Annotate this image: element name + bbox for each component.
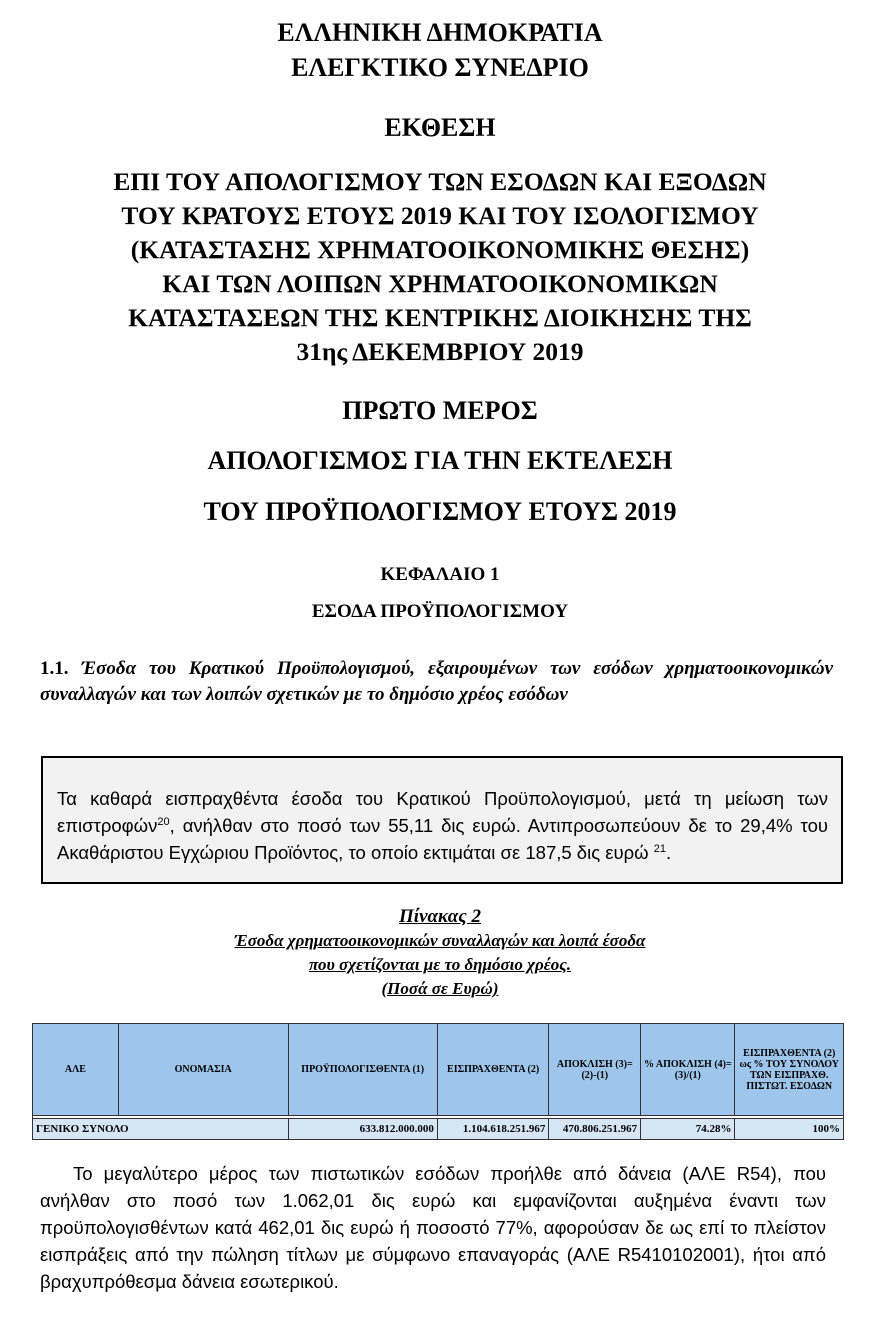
table-caption-line xyxy=(0,955,880,975)
table-caption-line xyxy=(0,931,880,951)
table-caption-units xyxy=(0,979,880,999)
report-title xyxy=(0,165,880,369)
caption-text: (Ποσά σε Ευρώ) xyxy=(381,979,499,998)
header-court: ΕΛΕΓΚΤΙΚΟ ΣΥΝΕΔΡΙΟ xyxy=(291,53,589,82)
table-number-text: Πίνακας 2 xyxy=(399,906,481,927)
col-header: ΠΡΟΫΠΟΛΟΓΙΣΘΕΝΤΑ (1) xyxy=(288,1024,437,1116)
table-row xyxy=(33,1119,844,1140)
col-header: ΕΙΣΠΡΑΧΘΕΝΤΑ (2) xyxy=(437,1024,549,1116)
summary-text: Τα καθαρά εισπραχθέντα έσοδα του Κρατικού Προϋπολογισμού, μετά τη μείωση των επιστροφών xyxy=(57,788,828,836)
table-number xyxy=(0,906,880,928)
summary-text: . xyxy=(665,842,672,863)
chapter-label: ΚΕΦΑΛΑΙΟ 1 xyxy=(380,564,500,585)
body-paragraph: Το μεγαλύτερο μέρος των πιστωτικών εσόδων προήλθε από δάνεια (ΑΛΕ R54), που ανήλθαν στο ποσό των 1.062,01 δις ευρώ και εμφανίζονται αυξημένα έναντι των προϋπολογισθέντων κατά 462,01 δις ευρώ ή ποσοστό 77%, αφορούσαν δε ως επί το πλείστον εισπράξεις από την πώληση τίτλων με σύμφωνο επαναγοράς (ΑΛΕ R5410102001), ήτοι από βραχυπρόθεσμα δάνεια εσωτερικού. xyxy=(40,1163,826,1292)
deviation-pct-value: 74.28% xyxy=(641,1119,735,1140)
deviation-value: 470.806.251.967 xyxy=(549,1119,641,1140)
collected-value: 1.104.618.251.967 xyxy=(437,1119,549,1140)
table-header-row xyxy=(33,1024,844,1116)
title-line: ΚΑΙ ΤΩΝ ΛΟΙΠΩΝ ΧΡΗΜΑΤΟΟΙΚΟΝΟΜΙΚΩΝ xyxy=(162,269,718,298)
footnote-ref[interactable]: 21 xyxy=(653,842,666,855)
title-line: ΤΟΥ ΚΡΑΤΟΥΣ ΕΤΟΥΣ 2019 ΚΑΙ ΤΟΥ ΙΣΟΛΟΓΙΣΜΟΥ xyxy=(121,201,759,230)
title-line: ΚΑΤΑΣΤΑΣΕΩΝ ΤΗΣ ΚΕΝΤΡΙΚΗΣ ΔΙΟΙΚΗΣΗΣ ΤΗΣ xyxy=(128,303,752,332)
col-header: ΟΝΟΜΑΣΙΑ xyxy=(118,1024,288,1116)
part-title-1: ΑΠΟΛΟΓΙΣΜΟΣ ΓΙΑ ΤΗΝ ΕΚΤΕΛΕΣΗ xyxy=(207,446,673,475)
part-title-2: ΤΟΥ ΠΡΟΫΠΟΛΟΓΙΣΜΟΥ ΕΤΟΥΣ 2019 xyxy=(203,497,677,526)
header-country: ΕΛΛΗΝΙΚΗ ΔΗΜΟΚΡΑΤΙΑ xyxy=(277,18,603,47)
caption-text: Έσοδα χρηματοοικονομικών συναλλαγών και λοιπά έσοδα xyxy=(234,931,646,950)
part-label: ΠΡΩΤΟ ΜΕΡΟΣ xyxy=(342,396,538,425)
col-header: ΑΛΕ xyxy=(33,1024,119,1116)
section-number: 1.1. xyxy=(40,658,69,679)
title-line: (ΚΑΤΑΣΤΑΣΗΣ ΧΡΗΜΑΤΟΟΙΚΟΝΟΜΙΚΗΣ ΘΕΣΗΣ) xyxy=(130,235,750,264)
budgeted-value: 633.812.000.000 xyxy=(288,1119,437,1140)
title-line: ΕΠΙ ΤΟΥ ΑΠΟΛΟΓΙΣΜΟΥ ΤΩΝ ΕΣΟΔΩΝ ΚΑΙ ΕΞΟΔΩΝ xyxy=(113,167,767,196)
chapter-title: ΕΣΟΔΑ ΠΡΟΫΠΟΛΟΓΙΣΜΟΥ xyxy=(311,601,569,622)
caption-text: που σχετίζονται με το δημόσιο χρέος. xyxy=(308,955,572,974)
col-header: % ΑΠΟΚΛΙΣΗ (4)=(3)/(1) xyxy=(641,1024,735,1116)
col-header: ΑΠΟΚΛΙΣΗ (3)=(2)-(1) xyxy=(549,1024,641,1116)
title-line: 31ης ΔΕΚΕΜΒΡΙΟΥ 2019 xyxy=(296,337,584,366)
report-label: ΕΚΘΕΣΗ xyxy=(384,113,496,142)
share-value: 100% xyxy=(735,1119,844,1140)
summary-box xyxy=(41,756,843,884)
section-title: Έσοδα του Κρατικού Προϋπολογισμού, εξαιρουμένων των εσόδων χρηματοοικονομικών συναλλαγών και των λοιπών σχετικών με το δημόσιο χρέος εσόδων xyxy=(40,658,833,705)
col-header: ΕΙΣΠΡΑΧΘΕΝΤΑ (2) ως % ΤΟΥ ΣΥΝΟΛΟΥ ΤΩΝ ΕΙΣΠΡΑΧΘ. ΠΙΣΤΩΤ. ΕΣΟΔΩΝ xyxy=(735,1024,844,1116)
footnote-ref[interactable]: 20 xyxy=(157,815,170,828)
section-heading xyxy=(40,656,833,708)
revenue-table xyxy=(32,1023,844,1140)
total-label: ΓΕΝΙΚΟ ΣΥΝΟΛΟ xyxy=(33,1119,289,1140)
summary-text: , ανήλθαν στο ποσό των 55,11 δις ευρώ. Αντιπροσωπεύουν δε το 29,4% του Ακαθάριστου Εγχώριου Προϊόντος, το οποίο εκτιμάται σε 187,5 δις ευρώ xyxy=(57,815,828,863)
